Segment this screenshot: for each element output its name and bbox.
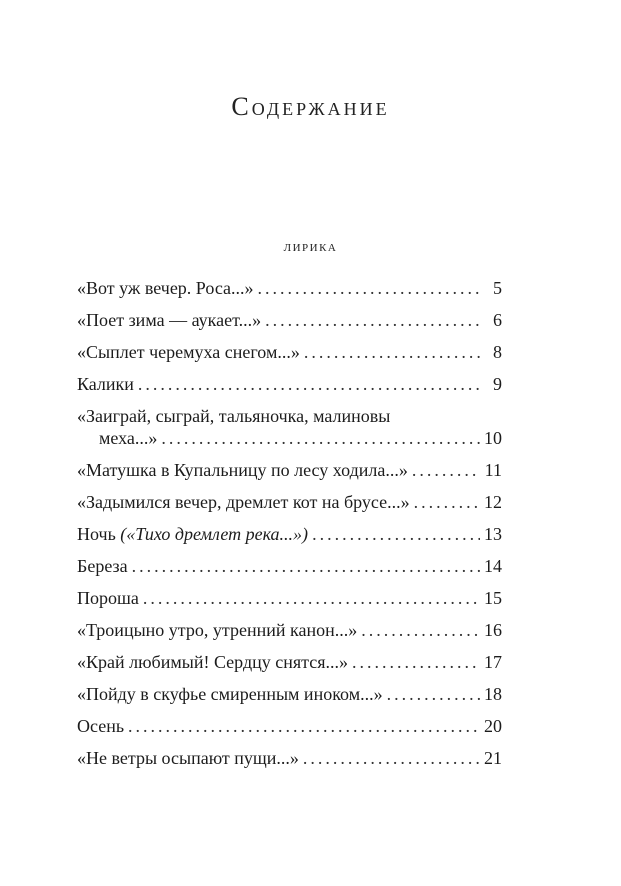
page-number: 11 [484,460,502,480]
entry-title: Осень [77,716,125,736]
toc-entry[interactable] [77,491,502,523]
page-number: 5 [493,278,502,298]
toc-entry[interactable] [77,555,502,587]
toc-entry[interactable] [77,651,502,683]
page-title: Содержание [231,92,390,121]
entry-subtitle: («Тихо дремлет река...») [120,524,309,544]
dot-leader [303,747,480,769]
dot-leader [258,277,480,299]
entry-title: «Сыплет черемуха снегом...» [77,342,300,362]
entry-title: Калики [77,374,134,394]
entry-title: «Не ветры осыпают пущи...» [77,748,299,768]
page-number: 21 [484,748,502,768]
toc-entry[interactable] [77,373,502,405]
entry-title: Береза [77,556,128,576]
page-number: 15 [484,588,502,608]
toc-entry[interactable] [77,715,502,747]
dot-leader [304,341,480,363]
page-number: 14 [484,556,502,576]
dot-leader [412,459,480,481]
entry-title: «Край любимый! Сердцу снятся...» [77,652,348,672]
page-number: 6 [493,310,502,330]
page-number: 20 [484,716,502,736]
toc-entry[interactable] [77,309,502,341]
toc-entry[interactable] [77,341,502,373]
toc-entry[interactable] [77,747,502,779]
page-number: 9 [493,374,502,394]
entry-title-continuation: меха...» [99,428,158,448]
entry-title: «Троицыно утро, утренний канон...» [77,620,358,640]
entry-title: «Матушка в Купальницу по лесу ходила...» [77,460,408,480]
dot-leader [265,309,480,331]
toc-entry[interactable] [77,683,502,715]
entry-title: «Задымился вечер, дремлет кот на брусе...» [77,492,410,512]
table-of-contents [77,277,502,779]
page-number: 10 [484,428,502,448]
dot-leader [128,715,480,737]
toc-entry[interactable] [77,587,502,619]
page-number: 16 [484,620,502,640]
entry-title: «Заиграй, сыграй, тальяночка, малиновы [77,406,391,426]
dot-leader [132,555,480,577]
toc-entry[interactable] [77,459,502,491]
dot-leader [143,587,480,609]
section-title: лирика [283,238,338,255]
dot-leader [414,491,480,513]
toc-entry[interactable] [77,523,502,555]
page-number: 17 [484,652,502,672]
dot-leader [138,373,480,395]
entry-title: Пороша [77,588,139,608]
page-number: 8 [493,342,502,362]
entry-title: «Пойду в скуфье смиренным иноком...» [77,684,383,704]
page-number: 12 [484,492,502,512]
page-number: 13 [484,524,502,544]
page-number: 18 [484,684,502,704]
entry-title: «Вот уж вечер. Роса...» [77,278,254,298]
toc-entry[interactable] [77,277,502,309]
dot-leader [161,427,480,449]
entry-title: «Поет зима — аукает...» [77,310,262,330]
dot-leader [361,619,480,641]
dot-leader [352,651,480,673]
toc-entry[interactable] [77,405,502,459]
toc-entry[interactable] [77,619,502,651]
dot-leader [387,683,480,705]
entry-title: Ночь («Тихо дремлет река...») [77,524,309,544]
dot-leader [312,523,480,545]
